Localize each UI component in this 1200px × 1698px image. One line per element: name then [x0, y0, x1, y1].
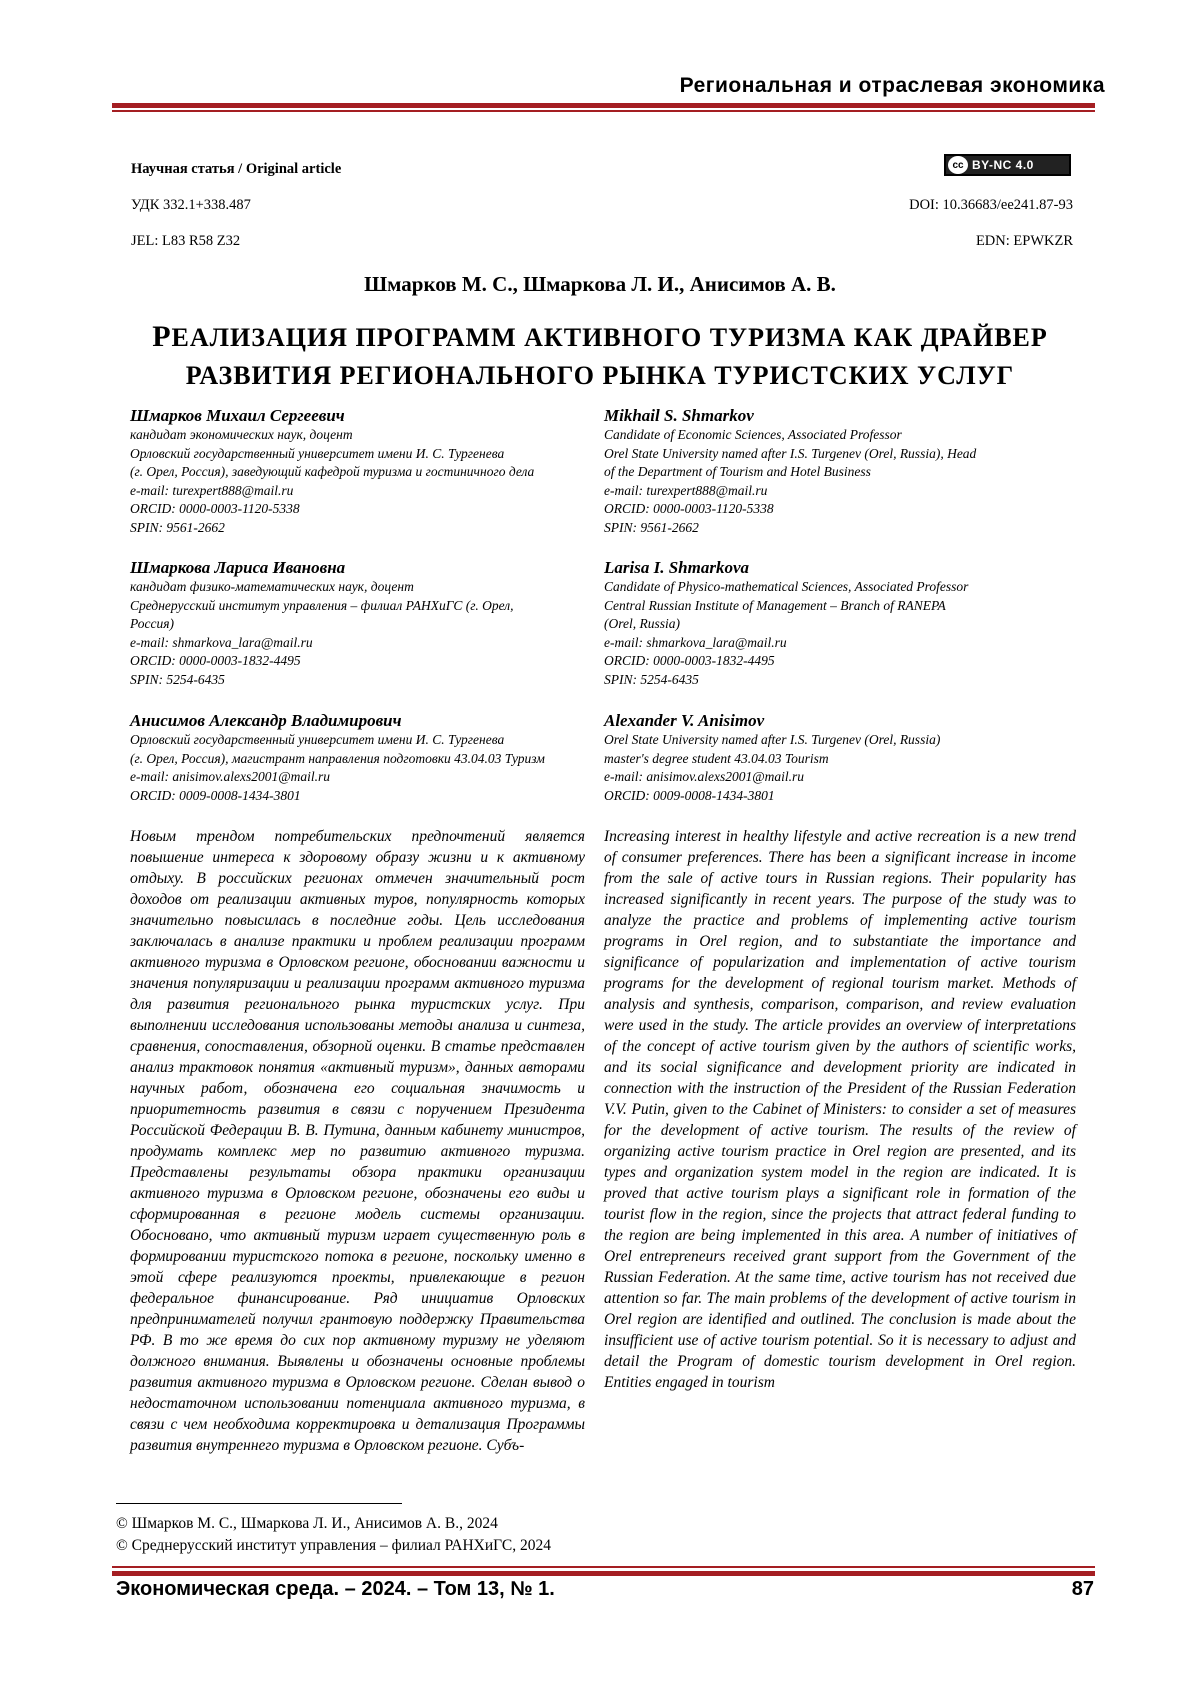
author-position: master's degree student 43.04.03 Tourism	[604, 750, 829, 766]
article-title	[120, 318, 1080, 395]
author-spin: SPIN: 9561-2662	[604, 519, 699, 535]
author-name: Шмаркова Лариса Ивановна	[130, 558, 346, 577]
page-number: 87	[1071, 1578, 1094, 1600]
author-email[interactable]: e-mail: turexpert888@mail.ru	[130, 482, 294, 498]
footer-rule-thick	[112, 1571, 1095, 1576]
author-orcid: ORCID: 0000-0003-1832-4495	[604, 653, 775, 668]
author-ru-1	[130, 406, 585, 537]
footnote-separator	[116, 1503, 402, 1504]
creative-commons-icon: cc	[948, 156, 968, 174]
author-en-1	[604, 406, 1076, 537]
abstract-english: Increasing interest in healthy lifestyle and active recreation is a new trend of consumer preferences. There has been a significant increase in income from the sale of active tours in Russian regions. Their popularity has increased significantly in recent years. The purpose of the study was to analyze the practice and problems of implementing active tourism programs in Orel region, and to substantiate the importance and significance of popularization and implementation of active tourism programs for the development of regional tourism market. Methods of analysis and synthesis, comparison, comparison, and review evaluation were used in the study. The article provides an overview of interpretations of the concept of active tourism given by the authors of scientific works, and its social significance and development priority are indicated in connection with the instruction of the President of the Russian Federation V.V. Putin, given to the Cabinet of Ministers: to consider a set of measures for the development of active tourism. The results of the review of organizing active tourism practice in Orel region are presented, and its types and organization system model in the region are indicated. It is proved that active tourism plays a significant role in formation of the tourist flow in the region, since the projects that attract federal funding to the region are being implemented in this area. A number of initiatives of Orel entrepreneurs received grant support from the Government of the Russian Federation. At the same time, active tourism has not received due attention so far. The main problems of the development of active tourism in Orel region are identified and outlined. The conclusion is made about the insufficient use of active tourism potential. So it is necessary to adjust and detail the Program of domestic tourism development in Orel region. Entities engaged in tourism	[604, 828, 1076, 1391]
copyright-authors: © Шмарков М. С., Шмаркова Л. И., Анисимов А. В., 2024	[116, 1515, 498, 1532]
header-rule-thin	[112, 110, 1095, 112]
udc-code: УДК 332.1+338.487	[131, 197, 251, 213]
journal-section-title: Региональная и отраслевая экономика	[679, 74, 1105, 97]
author-affiliation: Orel State University named after I.S. Turgenev (Orel, Russia), Head	[604, 445, 977, 461]
author-email[interactable]: e-mail: anisimov.alexs2001@mail.ru	[604, 769, 805, 784]
author-en-3	[604, 711, 1076, 805]
author-affiliation: Central Russian Institute of Management – Branch of RANEPA	[604, 597, 946, 613]
author-position: (г. Орел, Россия), магистрант направления подготовки 43.04.03 Туризм	[130, 750, 545, 766]
author-en-2	[604, 558, 1076, 689]
author-name: Шмарков Михаил Сергеевич	[130, 406, 345, 425]
journal-citation: Экономическая среда. – 2024. – Том 13, № 1.	[116, 1578, 555, 1600]
author-affiliation: Orel State University named after I.S. Turgenev (Orel, Russia)	[604, 732, 941, 747]
author-affiliation-cont: (Orel, Russia)	[604, 616, 680, 631]
author-position: of the Department of Tourism and Hotel Business	[604, 464, 871, 479]
cc-license-badge[interactable]	[944, 154, 1071, 176]
edn-code: EDN: EPWKZR	[975, 233, 1073, 249]
author-degree: Candidate of Physico-mathematical Sciences, Associated Professor	[604, 579, 969, 594]
author-position: (г. Орел, Россия), заведующий кафедрой туризма и гостиничного дела	[130, 464, 535, 479]
author-affiliation: Орловский государственный университет имени И. С. Тургенева	[130, 732, 505, 747]
author-degree: Candidate of Economic Sciences, Associated Professor	[604, 427, 902, 442]
author-spin: SPIN: 5254-6435	[604, 671, 699, 687]
author-spin: SPIN: 5254-6435	[130, 671, 225, 687]
title-line-1: РЕАЛИЗАЦИЯ ПРОГРАММ АКТИВНОГО ТУРИЗМА КАК ДРАЙВЕР	[152, 320, 1048, 353]
author-affiliation: Среднерусский институт управления – филиал РАНХиГС (г. Орел,	[130, 597, 514, 613]
copyright-institute: © Среднерусский институт управления – филиал РАНХиГС, 2024	[116, 1537, 552, 1554]
author-orcid: ORCID: 0009-0008-1434-3801	[604, 787, 775, 803]
author-name: Alexander V. Anisimov	[604, 711, 765, 730]
article-type: Научная статья / Original article	[131, 161, 342, 177]
author-spin: SPIN: 9561-2662	[130, 519, 225, 535]
author-degree: кандидат экономических наук, доцент	[130, 427, 353, 442]
author-ru-2	[130, 558, 585, 689]
author-email[interactable]: e-mail: anisimov.alexs2001@mail.ru	[130, 769, 331, 784]
author-orcid: ORCID: 0000-0003-1120-5338	[604, 501, 774, 516]
author-name: Анисимов Александр Владимирович	[130, 711, 402, 730]
author-email[interactable]: e-mail: turexpert888@mail.ru	[604, 482, 768, 498]
author-orcid: ORCID: 0000-0003-1832-4495	[130, 653, 301, 668]
license-label: BY-NC 4.0	[972, 158, 1034, 172]
author-ru-3	[130, 711, 585, 805]
abstract-russian: Новым трендом потребительских предпочтений является повышение интереса к здоровому образу жизни и к активному отдыху. В российских регионах отмечен значительный рост доходов от реализации активных туров, популярность которых значительно повысилась в последние годы. Цель исследования заключалась в анализе практики и проблем реализации программ активного туризма в Орловском регионе, обосновании важности и значения популяризации и реализации программ активного туризма для развития регионального рынка туристских услуг. При выполнении исследования использованы методы анализа и синтеза, сравнения, сопоставления, обзорной оценки. В статье представлен анализ трактовок понятия «активный туризм», данных авторами научных работ, обозначена его социальная значимость и приоритетность развития в связи с поручением Президента Российской Федерации В. В. Путина, данным кабинету министров, продумать комплекс мер по развитию активного туризма. Представлены результаты обзора практики организации активного туризма в Орловском регионе, обозначены его виды и сформированная в регионе модель системы организации. Обосновано, что активный туризм играет существенную роль в формировании туристского потока в регионе, поскольку именно в этой сфере реализуются проекты, привлекающие в регион федеральное финансирование. Ряд инициатив Орловских предпринимателей получил грантовую поддержку Правительства РФ. В то же время до сих пор активному туризму не уделяют должного внимания. Выявлены и обозначены основные проблемы развития активного туризма в Орловском регионе. Сделан вывод о недостаточном использовании потенциала активного туризма, в связи с чем необходима корректировка и детализация Программы развития внутреннего туризма в Орловском регионе. Субъ-	[130, 828, 585, 1454]
doi-link[interactable]: DOI: 10.36683/ee241.87-93	[909, 197, 1073, 213]
author-email[interactable]: e-mail: shmarkova_lara@mail.ru	[130, 634, 313, 650]
author-degree: кандидат физико-математических наук, доцент	[130, 579, 414, 594]
footer-rule-thin	[112, 1566, 1095, 1568]
header-rule-thick	[112, 103, 1095, 108]
author-name: Mikhail S. Shmarkov	[604, 406, 754, 425]
jel-codes: JEL: L83 R58 Z32	[131, 233, 241, 249]
author-affiliation-cont: Россия)	[130, 616, 175, 631]
title-line-2: РАЗВИТИЯ РЕГИОНАЛЬНОГО РЫНКА ТУРИСТСКИХ УСЛУГ	[185, 361, 1015, 390]
author-email[interactable]: e-mail: shmarkova_lara@mail.ru	[604, 634, 787, 650]
author-affiliation: Орловский государственный университет имени И. С. Тургенева	[130, 445, 505, 461]
author-orcid: ORCID: 0009-0008-1434-3801	[130, 787, 301, 803]
authors-line: Шмарков М. С., Шмаркова Л. И., Анисимов А. В.	[364, 272, 836, 296]
author-name: Larisa I. Shmarkova	[604, 558, 749, 577]
author-orcid: ORCID: 0000-0003-1120-5338	[130, 501, 300, 516]
